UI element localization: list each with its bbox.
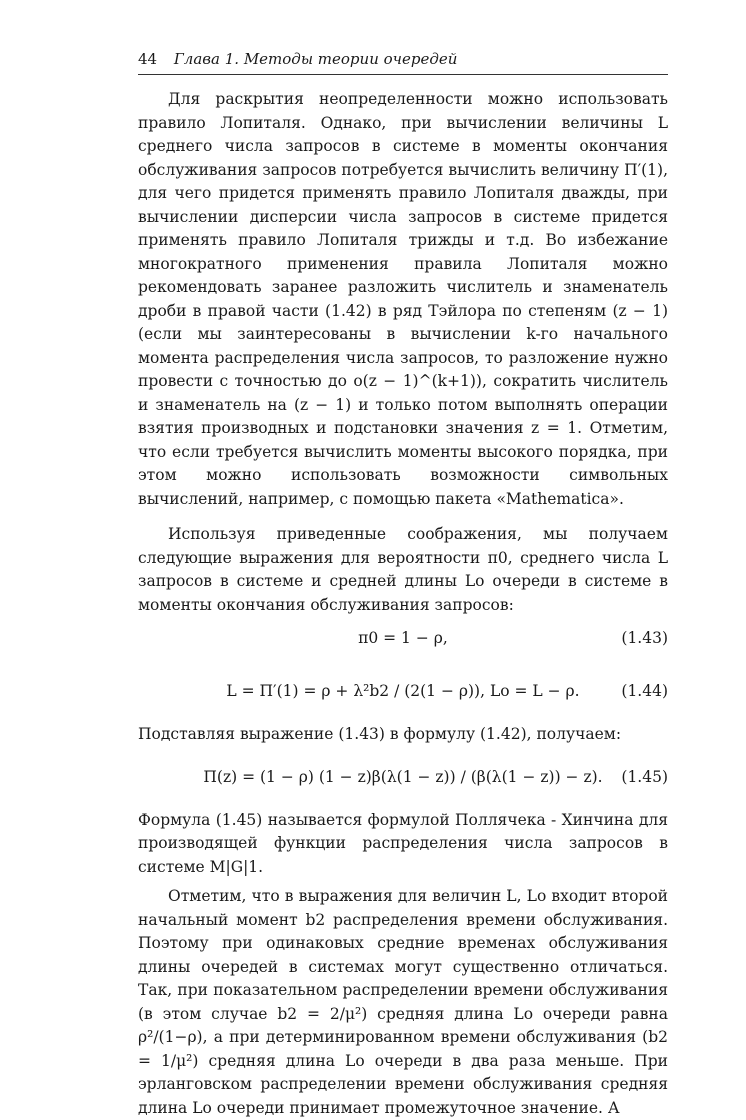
paragraph-1: Для раскрытия неопределенности можно использовать правило Лопиталя. Однако, при вычислении величины L среднего числа запросов в системе в моменты окончания обслуживания запросов потребуется вычислить величину Π′(1), для чего придется применять правило Лопиталя дважды, при вычислении дисперсии числа запросов в системе придется применять правило Лопиталя трижды и т.д. Во избежание многократного применения правила Лопиталя можно рекомендовать заранее разложить числитель и знаменатель дроби в правой части (1.42) в ряд Тэйлора по степеням (z − 1) (если мы заинтересованы в вычислении k-го начального момента распределения числа запросов, то разложение нужно провести с точностью до o(z − 1)^(k+1)), сократить числитель и знаменатель на (z − 1) и только потом выполнять операции взятия производных и подстановки значения z = 1. Отметим, что если требуется вычислить моменты высокого порядка, при этом можно использовать возможности символьных вычислений, например, с помощью пакета «Mathematica». [138,90,668,508]
running-header [138,50,668,75]
paragraph-3: Подставляя выражение (1.43) в формулу (1.42), получаем: [138,725,622,743]
page-number: 44 [138,50,158,68]
equation-1-44-body: L = Π′(1) = ρ + λ²b2 / (2(1 − ρ)), Lo = L − ρ. [226,682,580,701]
equation-1-43-number: (1.43) [621,629,668,648]
equation-1-45 [138,747,668,809]
equation-1-44 [138,661,668,723]
equation-1-45-number: (1.45) [621,767,668,786]
running-title: Глава 1. Методы теории очередей [173,50,458,68]
paragraph-4: Формула (1.45) называется формулой Поллячека - Хинчина для производящей функции распределения числа запросов в системе M|G|1. [138,810,668,876]
equation-1-43-body: π0 = 1 − ρ, [358,629,448,648]
equation-1-44-number: (1.44) [621,682,668,701]
paragraph-2: Используя приведенные соображения, мы получаем следующие выражения для вероятности π0, среднего числа L запросов в системе и средней длины Lo очереди в системе в моменты окончания обслуживания запросов: [138,525,668,614]
equation-1-45-body: Π(z) = (1 − ρ) (1 − z)β(λ(1 − z)) / (β(λ(1 − z)) − z). [203,767,603,786]
paragraph-5: Отметим, что в выражения для величин L, Lo входит второй начальный момент b2 распределения времени обслуживания. Поэтому при одинаковых средние временах обслуживания длины очередей в системах могут существенно отличаться. Так, при показательном распределении времени обслуживания (в этом случае b2 = 2/μ²) средняя длина Lo очереди равна ρ²/(1−ρ), а при детерминированном времени обслуживания (b2 = 1/μ²) средняя длина Lo очереди в два раза меньше. При эрланговском распределении времени обслуживания средняя длина Lo очереди принимает промежуточное значение. А [138,887,668,1117]
equation-1-43 [138,617,668,661]
page-body [138,88,668,1120]
